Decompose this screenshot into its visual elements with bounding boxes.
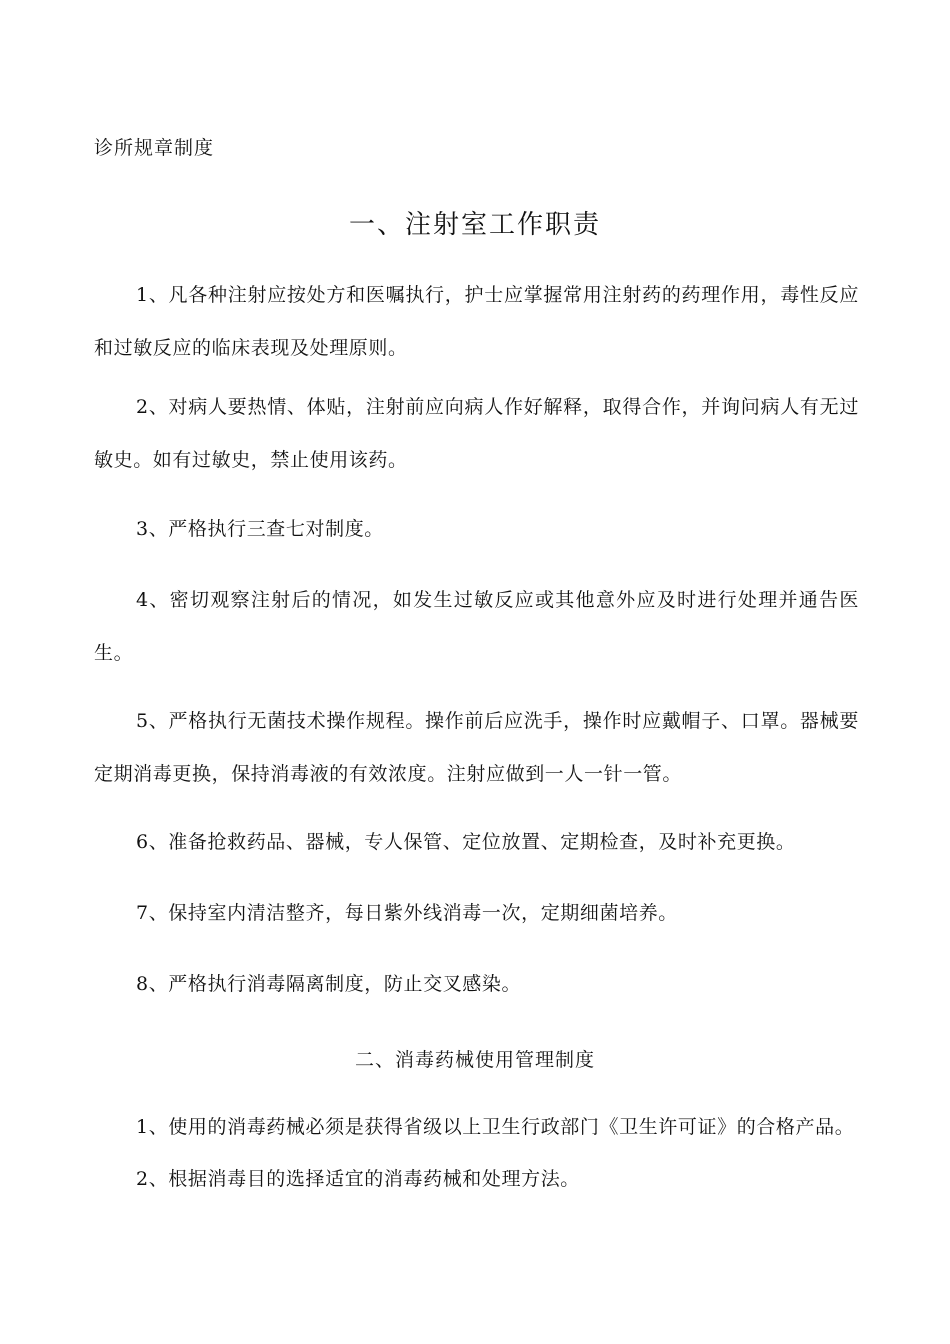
section-2-item-2: 2、根据消毒目的选择适宜的消毒药械和处理方法。 [136, 1168, 580, 1190]
section-1-heading: 一、注射室工作职责 [348, 210, 601, 240]
section-1-item-6: 6、准备抢救药品、器械，专人保管、定位放置、定期检查，及时补充更换。 [136, 831, 796, 853]
section-2-item-1: 1、使用的消毒药械必须是获得省级以上卫生行政部门《卫生许可证》的合格产品。 [136, 1116, 855, 1138]
document-title: 诊所规章制度 [94, 137, 215, 159]
section-2-heading: 二、消毒药械使用管理制度 [354, 1049, 595, 1071]
section-1-item-7: 7、保持室内清洁整齐，每日紫外线消毒一次，定期细菌培养。 [136, 902, 678, 924]
section-1-item-4: 4、密切观察注射后的情况，如发生过敏反应或其他意外应及时进行处理并通告医生。 [94, 589, 859, 664]
section-1-item-3: 3、严格执行三查七对制度。 [136, 518, 384, 540]
section-1-item-2: 2、对病人要热情、体贴，注射前应向病人作好解释，取得合作，并询问病人有无过敏史。如有过敏史，禁止使用该药。 [94, 396, 859, 471]
section-1-item-5: 5、严格执行无菌技术操作规程。操作前后应洗手，操作时应戴帽子、口罩。器械要定期消毒更换，保持消毒液的有效浓度。注射应做到一人一针一管。 [94, 710, 859, 785]
section-1-item-8: 8、严格执行消毒隔离制度，防止交叉感染。 [136, 973, 522, 995]
section-1-item-1: 1、凡各种注射应按处方和医嘱执行，护士应掌握常用注射药的药理作用，毒性反应和过敏反应的临床表现及处理原则。 [94, 284, 859, 359]
